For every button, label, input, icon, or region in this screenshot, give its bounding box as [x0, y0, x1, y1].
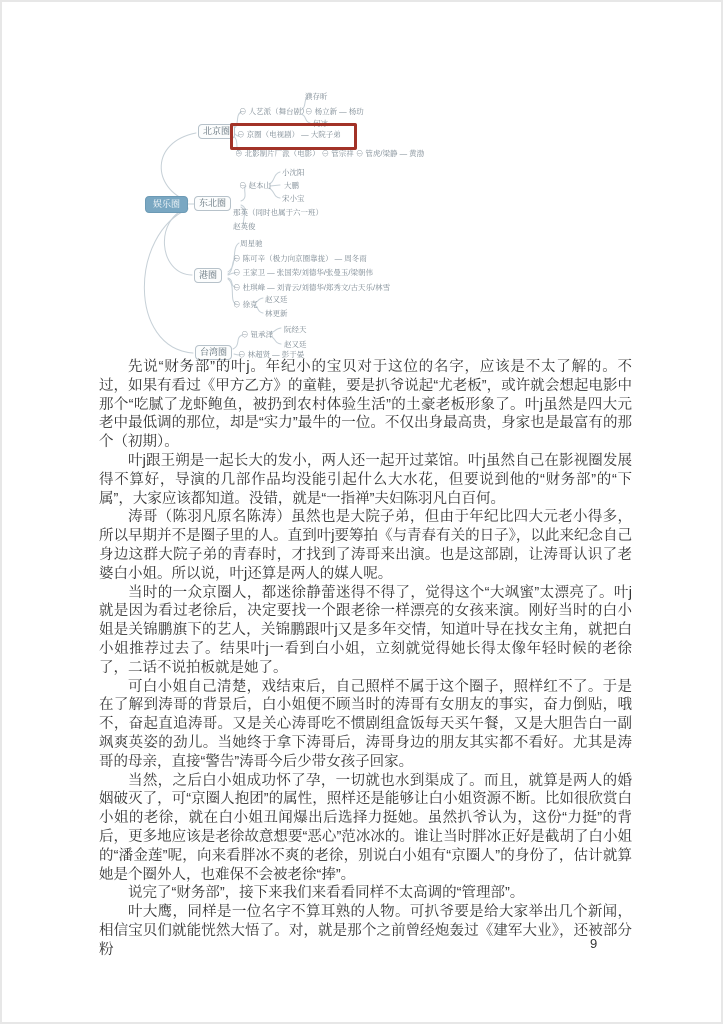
mindmap-node-zhaoyouting: 赵又廷 — [265, 295, 288, 304]
mindmap-branch-taiwan: 台湾圈 — [195, 345, 232, 360]
mindmap-node-ruanjingtian: 阮经天 — [284, 325, 307, 334]
mindmap-node-niuchengze: ⊖ 钮承泽 — [241, 330, 274, 339]
mindmap-node-xiaoshenyang: 小沈阳 — [282, 168, 305, 177]
mindmap-node-xuke: ⊖ 徐克 — [233, 300, 258, 309]
paragraph-7: 说完了“财务部”，接下来我们来看看同样不太高调的“管理部”。 — [128, 885, 525, 902]
mindmap-node-dapeng: 大鹏 — [284, 181, 299, 190]
mindmap-node-zhaoyouting-tw: 赵又廷 — [284, 340, 307, 349]
mindmap-node-duqifeng: ⊖ 杜琪峰 — 刘青云/刘德华/郑秀文/古天乐/林雪 — [233, 283, 391, 292]
mindmap-branch-dongbei: 东北圈 — [194, 196, 231, 211]
mindmap-node-hebing: 何冰 — [313, 119, 328, 128]
mindmap-node-lingengxin: 林更新 — [265, 309, 288, 318]
page-number: 9 — [590, 936, 598, 951]
paragraph-2: 叶j跟王朔是一起长大的发小，两人还一起开过菜馆。叶j虽然自己在影视圈发展得不算好，导演的几部作品均没能引起什么大水花，但要说到他的“财务部”的“下属”，大家应该都知道。没错，就是“一指禅”夫妇陈羽凡白百何。 — [99, 452, 632, 507]
mindmap-node-renyipai: ⊖ 人艺派（舞台剧） — [239, 107, 309, 116]
mindmap-node-naying: 那英（同时也属于六一班） — [233, 208, 323, 217]
mindmap-node-songxiaobao: 宋小宝 — [282, 194, 305, 203]
paragraph-3: 涛哥（陈羽凡原名陈涛）虽然也是大院子弟，但由于年纪比四大元老小得多，所以早期并不是圈子里的人。直到叶j要筹拍《与青春有关的日子》，以此来纪念自己身边这群大院子弟的青春时，才找到了涛哥来出演。也是这部剧，让涛哥认识了老婆白小姐。所以说，叶j还算是两人的媒人呢。 — [99, 509, 632, 582]
paragraph-1: 先说“财务部”的叶j。年纪小的宝贝对于这位的名字，应该是不太了解的。不过，如果有看过《甲方乙方》的童鞋，要是扒爷说起“尤老板”，或许就会想起电影中那个“吃腻了龙虾鲍鱼，被扔到农村体验生活”的土豪老板形象了。叶j虽然是四大元老中最低调的那位，却是“实力”最牛的一位。不仅出身最高贵，身家也是最富有的那个（初期）。 — [99, 359, 632, 451]
mindmap-node-wangjiawei: ⊖ 王家卫 — 张国荣/刘德华/张曼玉/梁朝伟 — [233, 268, 374, 277]
paragraph-6: 当然，之后白小姐成功怀了孕，一切就也水到渠成了。而且，就算是两人的婚姻破灭了，可“京圈人抱团”的属性，照样还是能够让白小姐资源不断。比如很欣赏白小姐的老徐，就在白小姐丑闻爆出后选择力挺她。虽然扒爷认为，这份“力挺”的背后，更多地应该是老徐故意想要“恶心”范冰冰的。谁让当时胖冰正好是截胡了白小姐的“潘金莲”呢，向来看胖冰不爽的老徐，别说白小姐有“京圈人”的身份了，估计就算她是个圈外人，也难保不会被老徐“捧”。 — [99, 772, 632, 883]
mindmap-branch-hongkong: 港圈 — [194, 268, 222, 283]
paragraph-8: 叶大鹰，同样是一位名字不算耳熟的人物。可扒爷要是给大家举出几个新闻，相信宝贝们就能恍然大悟了。对，就是那个之前曾经炮轰过《建军大业》，还被部分粉 — [99, 904, 632, 958]
mindmap-branch-beijing: 北京圈 — [198, 124, 235, 139]
mindmap-node-zhaoyingjun: 赵英俊 — [233, 222, 256, 231]
mindmap-figure — [2, 2, 723, 367]
paragraph-5: 可白小姐自己清楚，戏结束后，自己照样不属于这个圈子，照样红不了。于是在了解到涛哥的背景后，白小姐便不顾当时的涛哥有女朋友的事实，奋力倒贴，哦不，奋起直追涛哥。又是关心涛哥吃不惯剧组盒饭每天买午餐，又是大胆告白一副飒爽英姿的劲儿。当她终于拿下涛哥后，涛哥身边的朋友其实都不看好。尤其是涛哥的母亲，直接“警告”涛哥今后少带女孩子回家。 — [99, 678, 632, 770]
mindmap-node-zhaobenshan: ⊖ 赵本山 — [239, 181, 272, 190]
mindmap-node-yanglixin: ⊖ 杨立新 — 杨玏 — [305, 107, 364, 116]
mindmap-node-jingquan-tv: ⊖ 京圈（电视剧） — 大院子弟 — [237, 130, 341, 139]
mindmap-node-zhouxingchi: 周星驰 — [240, 239, 263, 248]
mindmap-node-beiying-film: ⊖ 北影制片厂派（电影） ⊖ 管宗祥 ⊖ 管虎/梁静 — 黄渤 — [235, 149, 425, 158]
mindmap-node-pucunxin: 濮存昕 — [305, 92, 328, 101]
paragraph-4: 当时的一众京圈人，都迷徐静蕾迷得不得了，觉得这个“大飒蜜”太漂亮了。叶j就是因为看过老徐后，决定要找一个跟老徐一样漂亮的女孩来演。刚好当时的白小姐是关锦鹏旗下的艺人，关锦鹏跟叶j又是多年交情，知道叶导在找女主角，就把白小姐推荐过去了。结果叶j一看到白小姐，立刻就觉得她长得太像年轻时候的老徐了，二话不说拍板就是她了。 — [99, 584, 632, 676]
mindmap-node-linchaoxian: ⊖ 林超贤 — 彭于晏 — [238, 350, 305, 359]
article-body — [99, 358, 632, 960]
mindmap-node-entertainment-root: 娱乐圈 — [145, 196, 188, 213]
mindmap-node-chenkexin: ⊖ 陈可辛（极力向京圈靠拢） — 周冬雨 — [233, 254, 367, 263]
mindmap-connectors-graphic — [2, 2, 723, 367]
